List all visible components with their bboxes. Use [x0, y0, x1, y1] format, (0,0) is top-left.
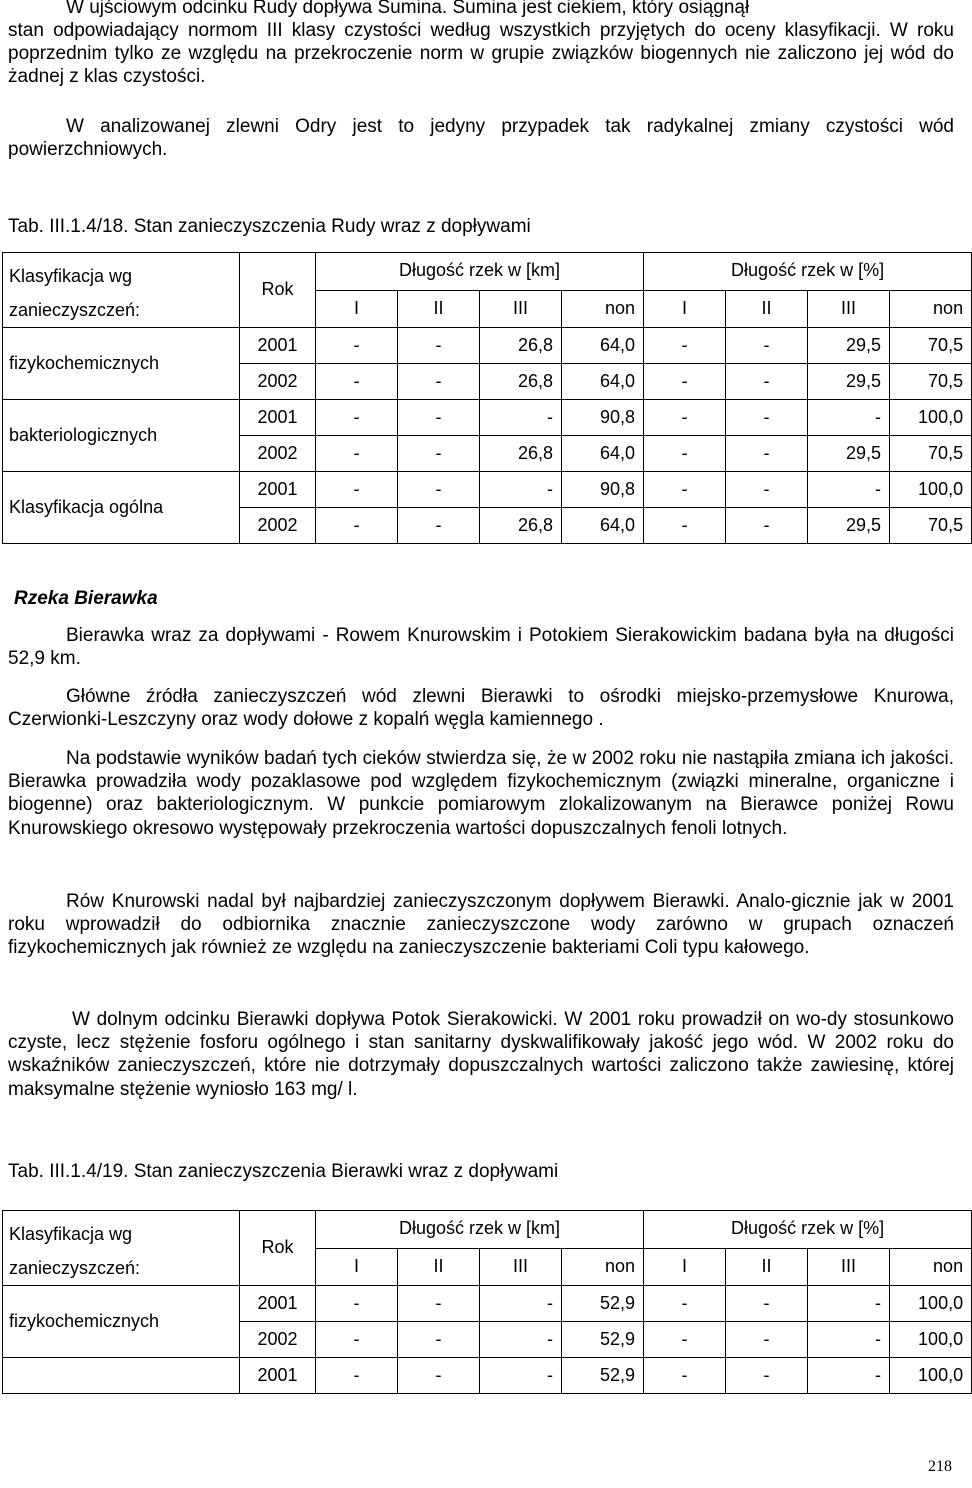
- header-classification: [3, 1211, 240, 1286]
- table-row: [3, 1358, 972, 1394]
- table-row: [3, 472, 972, 508]
- value-cell: -: [316, 1286, 398, 1322]
- value-cell: -: [644, 1358, 726, 1394]
- value-cell: -: [316, 508, 398, 544]
- value-cell: 29,5: [808, 328, 890, 364]
- header-classification-line1: Klasyfikacja wg: [9, 266, 133, 286]
- value-cell: -: [398, 1286, 480, 1322]
- header-year: Rok: [240, 1211, 316, 1286]
- classification-label: bakteriologicznych: [3, 400, 240, 472]
- value-cell: -: [398, 1358, 480, 1394]
- value-cell: -: [398, 400, 480, 436]
- page-number: 218: [928, 1458, 952, 1475]
- header-length-percent: Długość rzek w [%]: [644, 1211, 972, 1249]
- value-cell: -: [644, 364, 726, 400]
- value-cell: -: [480, 1358, 562, 1394]
- header-length-km: Długość rzek w [km]: [316, 253, 644, 291]
- header-class-column: II: [726, 1248, 808, 1286]
- paragraph-bierawka-sources: Główne źródła zanieczyszczeń wód zlewni Bierawki to ośrodki miejsko-przemysłowe Knurowa, Czerwionki-Leszczyny oraz wody dołowe z kopalń węgla kamiennego .: [8, 686, 954, 731]
- header-year: Rok: [240, 253, 316, 328]
- header-class-column: I: [644, 290, 726, 328]
- value-cell: -: [726, 1322, 808, 1358]
- value-cell: -: [726, 1358, 808, 1394]
- value-cell: -: [808, 1322, 890, 1358]
- year-cell: 2002: [240, 508, 316, 544]
- value-cell: -: [808, 1286, 890, 1322]
- classification-label: Klasyfikacja ogólna: [3, 472, 240, 544]
- value-cell: 64,0: [562, 508, 644, 544]
- value-cell: -: [726, 1286, 808, 1322]
- value-cell: -: [316, 364, 398, 400]
- value-cell: 100,0: [890, 1358, 972, 1394]
- value-cell: -: [316, 436, 398, 472]
- value-cell: 100,0: [890, 472, 972, 508]
- value-cell: 52,9: [562, 1358, 644, 1394]
- header-classification: [3, 253, 240, 328]
- table-caption-rudy: Tab. III.1.4/18. Stan zanieczyszczenia Rudy wraz z dopływami: [8, 216, 531, 237]
- table-row: [3, 1286, 972, 1322]
- paragraph-odra: W analizowanej zlewni Odry jest to jedyny przypadek tak radykalnej zmiany czystości wód powierzchniowych.: [8, 116, 954, 161]
- year-cell: 2001: [240, 1286, 316, 1322]
- paragraph-row-knurowski: Rów Knurowski nadal był najbardziej zanieczyszczonym dopływem Bierawki. Analo-gicznie jak w 2001 roku wprowadził do odbiornika znacznie zanieczyszczone wody zarówno w grupach oznaczeń fizykochemicznych jak również ze względu na zanieczyszczenie bakteriami Coli typu kałowego.: [8, 891, 954, 959]
- value-cell: -: [726, 364, 808, 400]
- header-class-column: III: [808, 1248, 890, 1286]
- value-cell: 29,5: [808, 364, 890, 400]
- header-classification-line2: zanieczyszczeń:: [9, 1258, 141, 1279]
- classification-label: fizykochemicznych: [3, 328, 240, 400]
- value-cell: 90,8: [562, 400, 644, 436]
- value-cell: -: [480, 472, 562, 508]
- value-cell: -: [316, 1322, 398, 1358]
- header-class-column: II: [398, 290, 480, 328]
- value-cell: 100,0: [890, 1286, 972, 1322]
- header-class-column: non: [890, 290, 972, 328]
- value-cell: -: [316, 1358, 398, 1394]
- value-cell: 52,9: [562, 1286, 644, 1322]
- value-cell: 90,8: [562, 472, 644, 508]
- value-cell: -: [644, 1322, 726, 1358]
- header-class-column: III: [480, 1248, 562, 1286]
- year-cell: 2002: [240, 1322, 316, 1358]
- year-cell: 2002: [240, 364, 316, 400]
- year-cell: 2001: [240, 400, 316, 436]
- value-cell: 64,0: [562, 328, 644, 364]
- header-class-column: I: [316, 1248, 398, 1286]
- value-cell: 70,5: [890, 508, 972, 544]
- value-cell: 26,8: [480, 436, 562, 472]
- value-cell: -: [644, 328, 726, 364]
- value-cell: 26,8: [480, 364, 562, 400]
- value-cell: -: [726, 436, 808, 472]
- year-cell: 2001: [240, 328, 316, 364]
- value-cell: -: [808, 1358, 890, 1394]
- header-class-column: II: [726, 290, 808, 328]
- paragraph-sumina: stan odpowiadający normom III klasy czystości według wszystkich przyjętych do oceny klasyfikacji. W roku poprzednim tylko ze względu na przekroczenie norm w grupie związków biogennych nie zaliczono jej wód do żadnej z klas czystości.: [8, 20, 954, 88]
- header-class-column: III: [480, 290, 562, 328]
- value-cell: 52,9: [562, 1322, 644, 1358]
- value-cell: -: [726, 472, 808, 508]
- paragraph-bierawka-results: Na podstawie wyników badań tych cieków stwierdza się, że w 2002 roku nie nastąpiła zmiana ich jakości. Bierawka prowadziła wody pozaklasowe pod względem fizykochemicznym (związki mineralne, organiczne i biogenne) oraz bakteriologicznym. W punkcie pomiarowym zlokalizowanym na Bierawce poniżej Rowu Knurowskiego okresowo występowały przekroczenia wartości dopuszczalnych fenoli lotnych.: [8, 748, 954, 839]
- paragraph-bierawka-length: Bierawka wraz za dopływami - Rowem Knurowskim i Potokiem Sierakowickim badana była na długości 52,9 km.: [8, 625, 954, 670]
- value-cell: -: [808, 400, 890, 436]
- paragraph-potok-sierakowicki: W dolnym odcinku Bierawki dopływa Potok Sierakowicki. W 2001 roku prowadził on wo-dy stosunkowo czyste, lecz stężenie fosforu ogólnego i stan sanitarny dyskwalifikowały jakość jego wód. W 2002 roku do wskaźników zanieczyszczeń, które nie dotrzymały dopuszczalnych wartości zaliczono także zawiesinę, której maksymalne stężenie wyniosło 163 mg/ l.: [8, 1009, 954, 1100]
- value-cell: -: [398, 1322, 480, 1358]
- value-cell: -: [808, 472, 890, 508]
- value-cell: -: [644, 436, 726, 472]
- value-cell: -: [726, 508, 808, 544]
- value-cell: -: [644, 1286, 726, 1322]
- value-cell: -: [480, 1286, 562, 1322]
- table-bierawka: [2, 1210, 972, 1394]
- classification-label: [3, 1358, 240, 1394]
- value-cell: 64,0: [562, 436, 644, 472]
- header-class-column: I: [644, 1248, 726, 1286]
- header-length-percent: Długość rzek w [%]: [644, 253, 972, 291]
- value-cell: 70,5: [890, 436, 972, 472]
- value-cell: -: [398, 328, 480, 364]
- value-cell: 100,0: [890, 1322, 972, 1358]
- value-cell: 100,0: [890, 400, 972, 436]
- value-cell: -: [480, 1322, 562, 1358]
- section-heading-bierawka: Rzeka Bierawka: [14, 588, 158, 609]
- header-class-column: non: [562, 290, 644, 328]
- year-cell: 2002: [240, 436, 316, 472]
- classification-label: fizykochemicznych: [3, 1286, 240, 1358]
- value-cell: -: [726, 400, 808, 436]
- value-cell: -: [398, 364, 480, 400]
- header-class-column: non: [890, 1248, 972, 1286]
- table-row: [3, 328, 972, 364]
- header-class-column: I: [316, 290, 398, 328]
- value-cell: -: [316, 472, 398, 508]
- value-cell: 64,0: [562, 364, 644, 400]
- header-classification-line2: zanieczyszczeń:: [9, 300, 141, 321]
- value-cell: -: [480, 400, 562, 436]
- value-cell: -: [398, 508, 480, 544]
- header-class-column: non: [562, 1248, 644, 1286]
- value-cell: -: [644, 400, 726, 436]
- value-cell: -: [398, 472, 480, 508]
- value-cell: -: [398, 436, 480, 472]
- value-cell: 29,5: [808, 508, 890, 544]
- table-caption-bierawka: Tab. III.1.4/19. Stan zanieczyszczenia Bierawki wraz z dopływami: [8, 1161, 559, 1182]
- value-cell: 26,8: [480, 508, 562, 544]
- value-cell: 70,5: [890, 328, 972, 364]
- year-cell: 2001: [240, 1358, 316, 1394]
- value-cell: -: [644, 472, 726, 508]
- paragraph-sumina-line1: W ujściowym odcinku Rudy dopływa Sumina. Sumina jest ciekiem, który osiągnął: [66, 0, 750, 18]
- value-cell: 29,5: [808, 436, 890, 472]
- header-length-km: Długość rzek w [km]: [316, 1211, 644, 1249]
- table-rudy: [2, 252, 972, 544]
- value-cell: -: [726, 328, 808, 364]
- value-cell: 26,8: [480, 328, 562, 364]
- header-class-column: II: [398, 1248, 480, 1286]
- header-classification-line1: Klasyfikacja wg: [9, 1224, 133, 1244]
- value-cell: -: [316, 328, 398, 364]
- value-cell: -: [316, 400, 398, 436]
- header-class-column: III: [808, 290, 890, 328]
- value-cell: -: [644, 508, 726, 544]
- year-cell: 2001: [240, 472, 316, 508]
- value-cell: 70,5: [890, 364, 972, 400]
- table-row: [3, 400, 972, 436]
